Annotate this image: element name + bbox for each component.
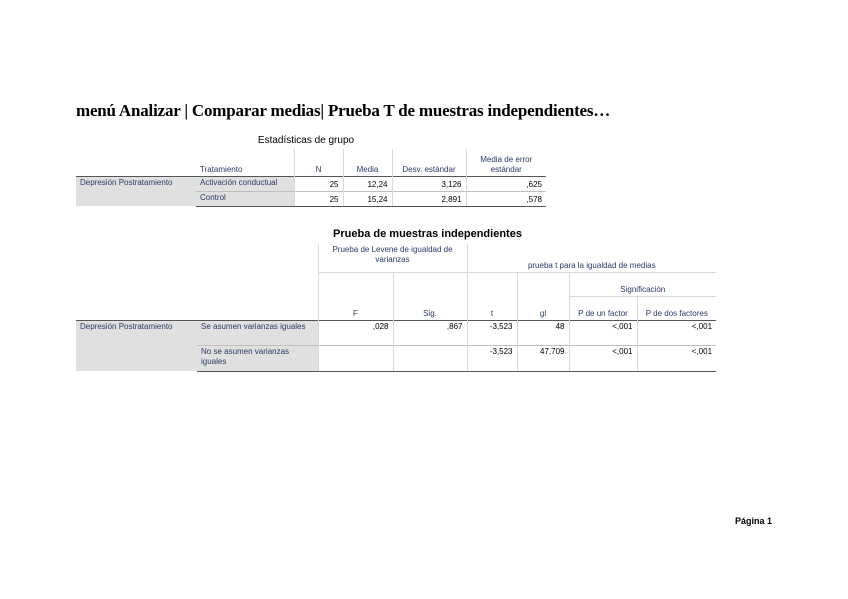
- col-sd-header: Desv. estándar: [392, 149, 466, 176]
- indep-header-row-3: [76, 296, 716, 320]
- mean-cell: 12,24: [343, 176, 392, 191]
- col-gl-header: gl: [517, 296, 569, 320]
- group-stats-table: [76, 149, 546, 207]
- row-label-depresion: Depresión Postratamiento: [76, 176, 196, 206]
- sig-cell: ,867: [393, 320, 467, 345]
- variance-assumption-cell: No se asumen varianzas iguales: [197, 345, 318, 371]
- sig-cell: [393, 345, 467, 371]
- col-p-two-header: P de dos factores: [637, 296, 716, 320]
- indep-test-table: [76, 244, 716, 372]
- p-one-cell: <,001: [569, 345, 637, 371]
- gl-cell: 48: [517, 320, 569, 345]
- treatment-cell: Activación conductual: [196, 176, 294, 191]
- header-corner: [76, 244, 197, 272]
- indep-header-row-1: [76, 244, 716, 272]
- significance-header: Significación: [569, 272, 716, 296]
- gl-cell: 47,709: [517, 345, 569, 371]
- col-f-header: F: [318, 296, 393, 320]
- group-stats-title: Estadísticas de grupo: [257, 135, 355, 146]
- f-cell: ,028: [318, 320, 393, 345]
- table-row: [76, 176, 546, 191]
- ttest-header: prueba t para la igualdad de medias: [527, 260, 656, 270]
- se-cell: ,578: [466, 191, 546, 206]
- t-cell: -3,523: [467, 345, 517, 371]
- p-one-cell: <,001: [569, 320, 637, 345]
- indep-header-row-2: [76, 272, 716, 296]
- col-sig-header: Sig.: [393, 296, 467, 320]
- treatment-cell: Control: [196, 191, 294, 206]
- col-treatment-header: Tratamiento: [196, 149, 294, 176]
- indep-test-title: Prueba de muestras independientes: [333, 228, 522, 240]
- sd-cell: 3,126: [392, 176, 466, 191]
- header-corner: [76, 149, 196, 176]
- page-heading: menú Analizar | Comparar medias| Prueba T de muestras independientes…: [76, 101, 611, 120]
- header-corner: [197, 244, 318, 272]
- n-cell: 25: [294, 191, 343, 206]
- col-t-header: t: [467, 296, 517, 320]
- f-cell: [318, 345, 393, 371]
- levene-header: Prueba de Levene de igualdad de varianzas: [318, 244, 467, 272]
- se-cell: ,625: [466, 176, 546, 191]
- col-n-header: N: [294, 149, 343, 176]
- col-se-header: Media de error estándar: [480, 154, 533, 174]
- n-cell: 25: [294, 176, 343, 191]
- page-number: Página 1: [735, 516, 773, 526]
- col-mean-header: Media: [343, 149, 392, 176]
- col-p-one-header: P de un factor: [569, 296, 637, 320]
- variance-assumption-cell: Se asumen varianzas iguales: [197, 320, 318, 345]
- sd-cell: 2,891: [392, 191, 466, 206]
- row-label-depresion: Depresión Postratamiento: [76, 320, 197, 371]
- table-row: [76, 320, 716, 345]
- t-cell: -3,523: [467, 320, 517, 345]
- mean-cell: 15,24: [343, 191, 392, 206]
- p-two-cell: <,001: [637, 345, 716, 371]
- group-stats-header-row: [76, 149, 546, 176]
- p-two-cell: <,001: [637, 320, 716, 345]
